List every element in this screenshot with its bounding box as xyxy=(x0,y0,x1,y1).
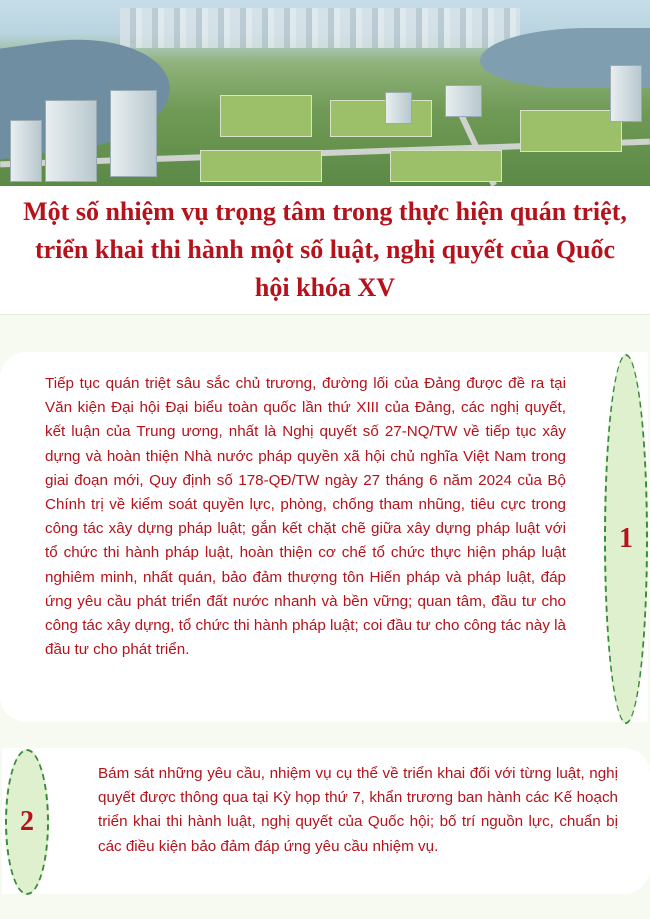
city-skyline xyxy=(120,8,520,48)
task-number-2: 2 xyxy=(20,806,34,837)
green-field xyxy=(390,150,502,182)
task-number-1: 1 xyxy=(619,523,633,554)
building xyxy=(45,100,97,182)
green-field xyxy=(220,95,312,137)
task-number-badge-1 xyxy=(604,354,648,724)
building xyxy=(385,92,412,124)
building xyxy=(10,120,42,182)
green-field xyxy=(520,110,622,152)
building xyxy=(110,90,157,177)
page-title: Một số nhiệm vụ trọng tâm trong thực hiện quán triệt, triển khai thi hành một số luật, nghị quyết của Quốc hội khóa XV xyxy=(23,197,627,302)
title-panel xyxy=(0,186,650,315)
green-field xyxy=(200,150,322,182)
task-number-badge-2 xyxy=(5,749,49,895)
building xyxy=(610,65,642,122)
task-text-1: Tiếp tục quán triệt sâu sắc chủ trương, đường lối của Đảng được đề ra tại Văn kiện Đại hội Đại biểu toàn quốc lần thứ XIII của Đảng, các nghị quyết, kết luận của Trung ương, nhất là Nghị quyết số 27-NQ/TW về tiếp tục xây dựng và hoàn thiện Nhà nước pháp quyền xã hội chủ nghĩa Việt Nam trong giai đoạn mới, Quy định số 178-QĐ/TW ngày 27 tháng 6 năm 2024 của Bộ Chính trị về kiểm soát quyền lực, phòng, chống tham nhũng, tiêu cực trong công tác xây dựng pháp luật; gắn kết chặt chẽ giữa xây dựng pháp luật với tổ chức thi hành pháp luật, hoàn thiện cơ chế tổ chức thực hiện pháp luật nghiêm minh, nhất quán, bảo đảm thượng tôn Hiến pháp và pháp luật, đáp ứng yêu cầu phát triển đất nước nhanh và bền vững; quan tâm, đầu tư cho công tác xây dựng, tổ chức thi hành pháp luật; coi đầu tư cho công tác này là đầu tư cho phát triển. xyxy=(45,375,566,659)
task-text-2: Bám sát những yêu cầu, nhiệm vụ cụ thể về triển khai đối với từng luật, nghị quyết được thông qua tại Kỳ họp thứ 7, khẩn trương ban hành các Kế hoạch triển khai thi hành luật, nghị quyết của Quốc hội; bố trí nguồn lực, chuẩn bị các điều kiện bảo đảm đáp ứng yêu cầu nhiệm vụ. xyxy=(98,765,618,855)
hero-aerial-photo xyxy=(0,0,650,186)
building xyxy=(445,85,482,117)
green-field xyxy=(330,100,432,137)
